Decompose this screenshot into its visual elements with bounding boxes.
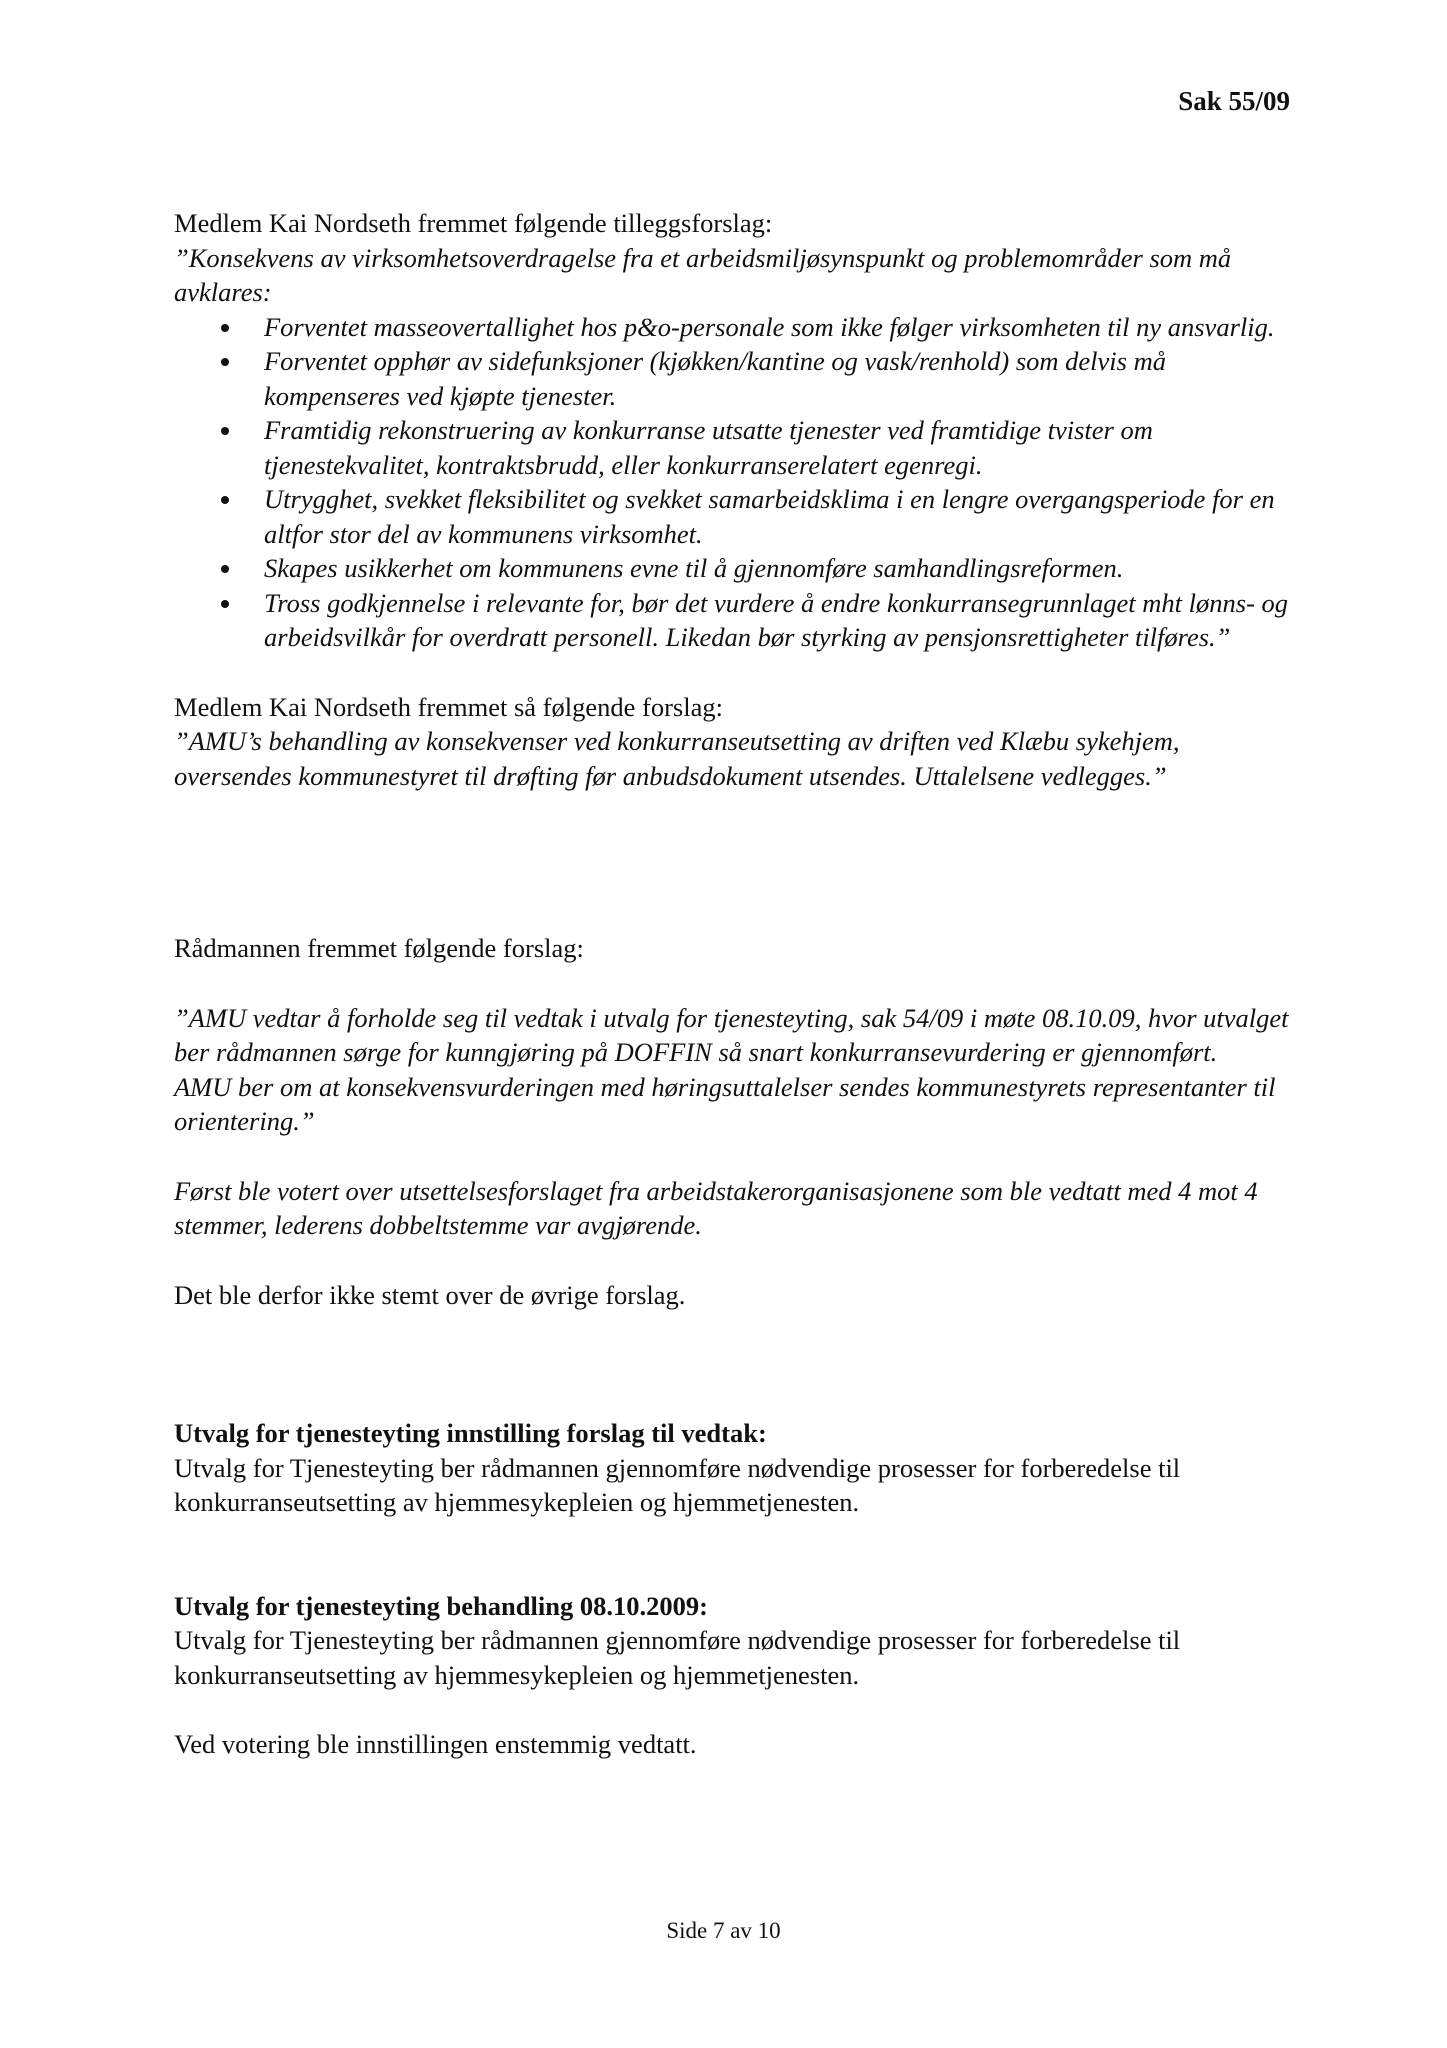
list-item-text: Skapes usikkerhet om kommunens evne til å gjennomføre samhandlingsreformen. <box>264 553 1124 583</box>
no-vote-note: Det ble derfor ikke stemt over de øvrige forslag. <box>174 1279 686 1310</box>
bullet-icon <box>221 324 229 332</box>
bullet-icon <box>221 358 229 366</box>
section2-intro: Medlem Kai Nordseth fremmet så følgende forslag: <box>174 691 723 722</box>
list-item <box>174 413 1289 482</box>
page-number: Side 7 av 10 <box>666 1918 781 1943</box>
treatment-text: Utvalg for Tjenesteyting ber rådmannen gjennomføre nødvendige prosesser for forberedelse til konkurranseutsetting av hjemmesykepleien og hjemmetjenesten. <box>174 1625 1181 1690</box>
list-item-text: Tross godkjennelse i relevante for, bør det vurdere å endre konkurransegrunnlaget mht lønns- og arbeidsvilkår for overdratt personell. Likedan bør styrking av pensjonsrettigheter tilføres.” <box>264 587 1289 652</box>
section1-intro: Medlem Kai Nordseth fremmet følgende tilleggsforslag: <box>174 208 773 238</box>
list-item-text: Utrygghet, svekket fleksibilitet og svekket samarbeidsklima i en lengre overgangsperiode for en altfor stor del av kommunens virksomhet. <box>264 484 1275 549</box>
section2-quote: ”AMU’s behandling av konsekvenser ved konkurranseutsetting av driften ved Klæbu sykehjem, oversendes kommunestyret til drøfting før anbudsdokument utsendes. Uttalelsene vedlegges.” <box>174 726 1180 791</box>
section3-quote-part2: AMU ber om at konsekvensvurderingen med høringsuttalelser sendes kommunestyrets representanter til orientering.” <box>174 1071 1276 1136</box>
list-item <box>174 551 1289 586</box>
list-item-text: Forventet opphør av sidefunksjoner (kjøkken/kantine og vask/renhold) som delvis må kompenseres ved kjøpte tjenester. <box>264 346 1166 411</box>
list-item-text: Forventet masseovertallighet hos p&o-personale som ikke følger virksomheten til ny ansvarlig. <box>264 311 1275 342</box>
list-item <box>174 310 1289 345</box>
bullet-icon <box>221 565 229 573</box>
bullet-icon <box>221 496 229 504</box>
list-item <box>174 586 1289 655</box>
treatment-heading: Utvalg for tjenesteyting behandling 08.10.2009: <box>174 1590 708 1621</box>
treatment-result: Ved votering ble innstillingen enstemmig vedtatt. <box>174 1729 697 1759</box>
case-number: Sak 55/09 <box>1178 86 1290 116</box>
bullet-icon <box>221 427 229 435</box>
recommendation-text: Utvalg for Tjenesteyting ber rådmannen gjennomføre nødvendige prosesser for forberedelse til konkurranseutsetting av hjemmesykepleien og hjemmetjenesten. <box>174 1452 1181 1517</box>
vote-result: Først ble votert over utsettelsesforslaget fra arbeidstakerorganisasjonene som ble vedtatt med 4 mot 4 stemmer, lederens dobbeltstemme var avgjørende. <box>174 1175 1258 1240</box>
section3-intro: Rådmannen fremmet følgende forslag: <box>174 933 584 963</box>
section3-quote-part1: ”AMU vedtar å forholde seg til vedtak i utvalg for tjenesteyting, sak 54/09 i møte 08.10.09, hvor utvalget ber rådmannen sørge for kunngjøring på DOFFIN så snart konkurransevurdering er gjennomført. <box>174 1002 1289 1067</box>
document-body <box>174 206 1289 1762</box>
proposal-bullet-list <box>174 310 1289 655</box>
section1-quote-intro: ”Konsekvens av virksomhetsoverdragelse fra et arbeidsmiljøsynspunkt og problemområder som må avklares: <box>174 242 1232 307</box>
recommendation-heading: Utvalg for tjenesteyting innstilling forslag til vedtak: <box>174 1418 767 1448</box>
list-item <box>174 344 1289 413</box>
bullet-icon <box>221 600 229 608</box>
list-item <box>174 482 1289 551</box>
list-item-text: Framtidig rekonstruering av konkurranse utsatte tjenester ved framtidige tvister om tjenestekvalitet, kontraktsbrudd, eller konkurranserelatert egenregi. <box>264 415 1153 480</box>
